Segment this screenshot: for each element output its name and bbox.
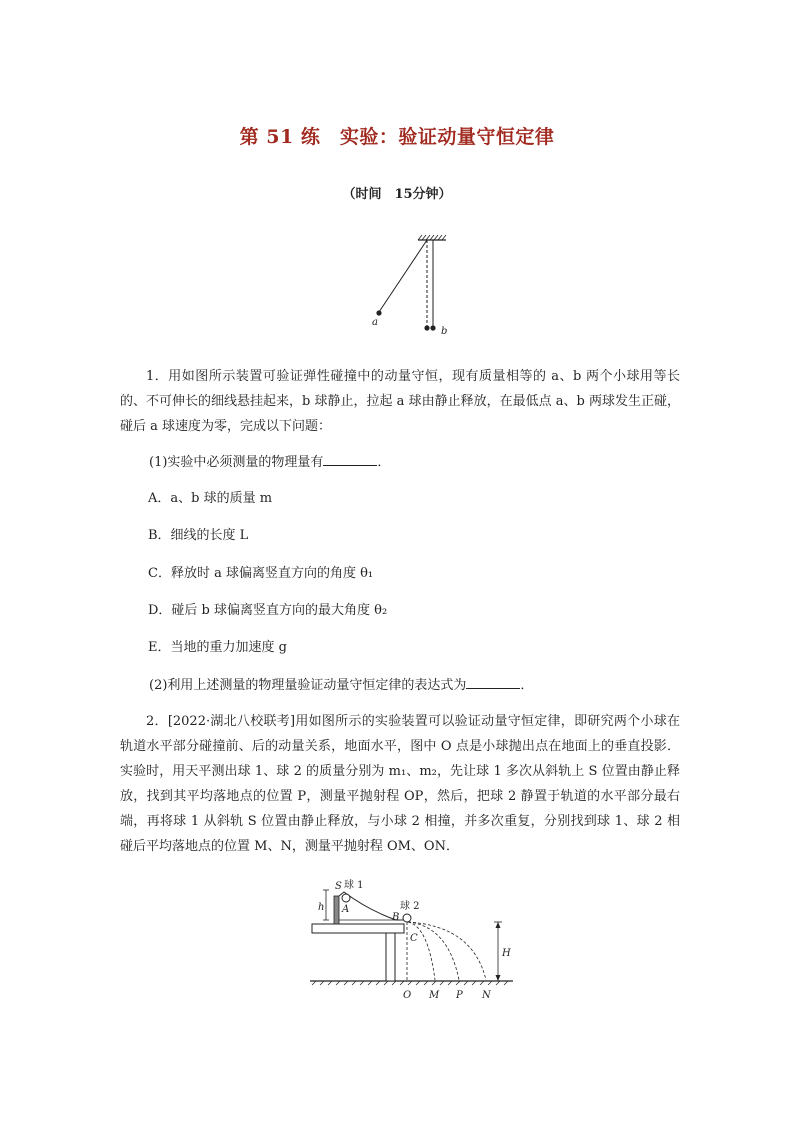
label-P: P xyxy=(456,990,463,1001)
trajectory-p xyxy=(408,922,459,980)
part-2-text: (2)利用上述测量的物理量验证动量守恒定律的表达式为 xyxy=(149,678,467,693)
ball-b xyxy=(430,325,435,330)
part-1-end: ． xyxy=(377,455,391,470)
label-h: h xyxy=(318,902,325,913)
page-title: 第 51 练 实验：验证动量守恒定律 xyxy=(239,126,555,148)
time-limit: （时间 15分钟） xyxy=(342,187,452,202)
collision-apparatus-figure xyxy=(308,876,523,1006)
question-1-part-2 xyxy=(149,676,533,696)
ball-1 xyxy=(342,894,350,902)
release-post xyxy=(334,896,339,924)
label-ball-2: 球 2 xyxy=(400,901,420,912)
label-B: B xyxy=(392,912,400,923)
label-b: b xyxy=(441,326,448,337)
label-S: S xyxy=(335,881,342,892)
table-top xyxy=(312,924,404,933)
trajectory-m xyxy=(408,922,435,980)
label-N: N xyxy=(482,990,491,1001)
question-1-stem: 1．用如图所示装置可验证弹性碰撞中的动量守恒，现有质量相等的 a、b 两个小球用等长的、不可伸长的细线悬挂起来，b 球静止，拉起 a 球由静止释放，在最低点 a、b 两球发生正碰，碰后 a 球速度为零，完成以下问题： xyxy=(120,369,680,434)
trajectory-n xyxy=(408,922,486,980)
question-1-part-1 xyxy=(149,453,390,473)
ball-a-released xyxy=(376,310,381,315)
answer-blank-1[interactable] xyxy=(323,453,377,466)
option-d: D．碰后 b 球偏离竖直方向的最大角度 θ₂ xyxy=(148,603,388,618)
option-e: E．当地的重力加速度 g xyxy=(148,640,287,655)
label-ball-1: 球 1 xyxy=(344,880,364,891)
label-O: O xyxy=(403,990,412,1001)
table-leg xyxy=(386,933,395,981)
question-2-stem: 2．[2022·湖北八校联考]用如图所示的实验装置可以验证动量守恒定律，即研究两个小球在轨道水平部分碰撞前、后的动量关系，地面水平，图中 O 点是小球抛出点在地面上的垂直投影．实验时，用天平测出球 1、球 2 的质量分别为 m₁、m₂，先让球 1 多次从斜轨上 S 位置由静止释放，找到其平均落地点的位置 P，测量平抛射程 OP，然后，把球 2 静置于轨道的水平部分最右端，再将球 1 从斜轨 S 位置由静止释放，与小球 2 相撞，并多次重复，分别找到球 1、球 2 相碰后平均落地点的位置 M、N，测量平抛射程 OM、ON． xyxy=(120,714,680,854)
ball-2 xyxy=(403,914,411,922)
part-1-text: (1)实验中必须测量的物理量有 xyxy=(149,455,324,470)
label-M: M xyxy=(429,990,440,1001)
answer-blank-2[interactable] xyxy=(466,676,520,689)
pendulum-figure xyxy=(360,232,460,342)
option-a: A．a、b 球的质量 m xyxy=(148,491,273,506)
option-c: C．释放时 a 球偏离竖直方向的角度 θ₁ xyxy=(148,566,374,581)
label-a: a xyxy=(372,317,378,328)
option-b: B．细线的长度 L xyxy=(148,528,249,543)
label-C: C xyxy=(410,933,418,944)
part-2-end: ． xyxy=(520,678,534,693)
ball-a xyxy=(424,325,429,330)
label-A: A xyxy=(342,904,350,915)
label-H: H xyxy=(502,948,511,959)
